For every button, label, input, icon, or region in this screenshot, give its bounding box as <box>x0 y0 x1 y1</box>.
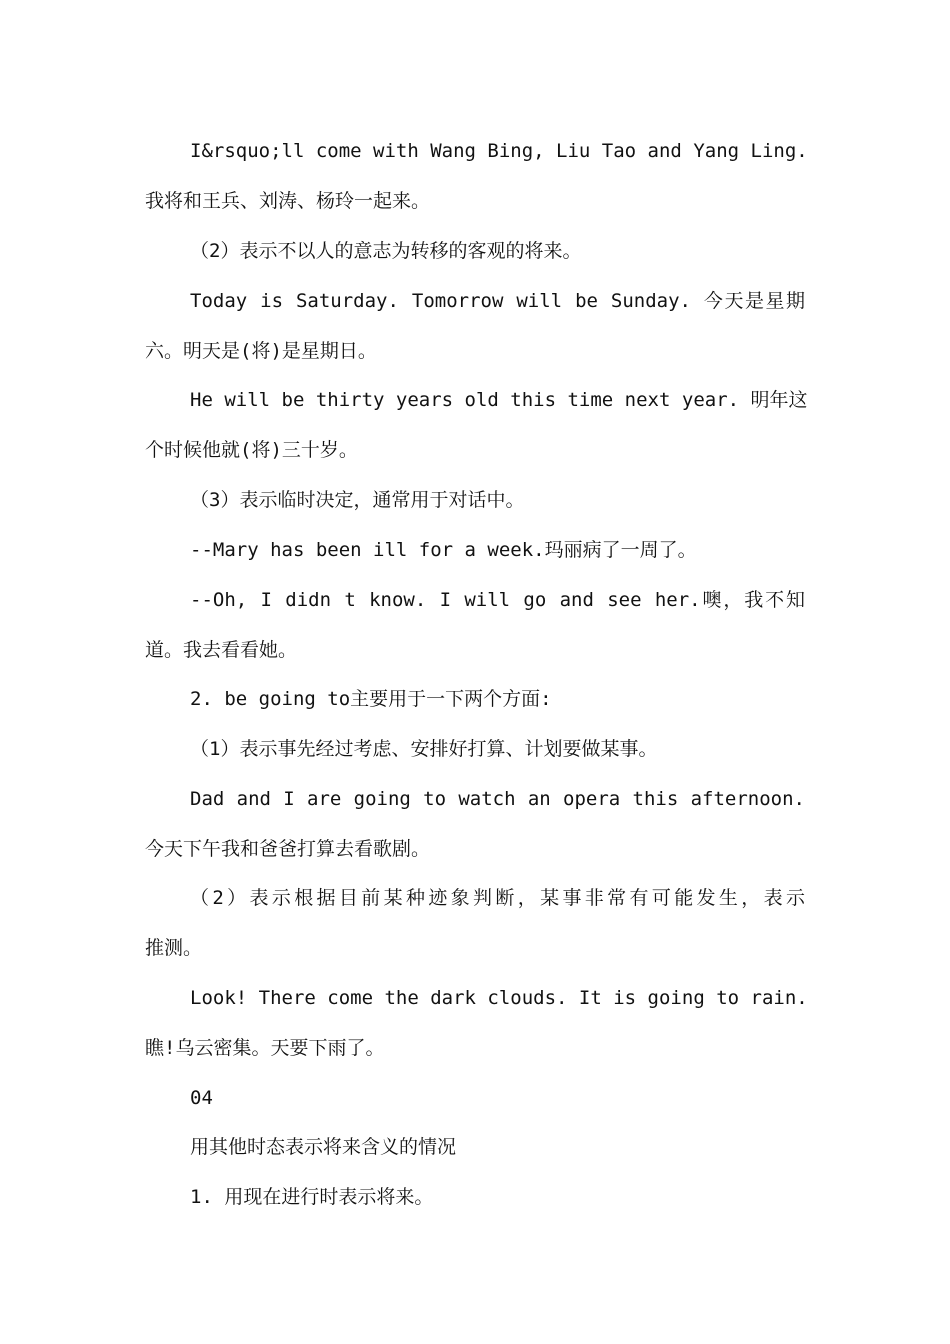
paragraph-line: 个时候他就(将)三十岁。 <box>145 439 358 461</box>
section-number: 04 <box>190 1087 213 1109</box>
paragraph-line: He will be thirty years old this time next year. 明年这 <box>190 389 808 411</box>
paragraph-line: Dad and I are going to watch an opera this afternoon. <box>190 788 805 810</box>
paragraph-line: 瞧!乌云密集。天要下雨了。 <box>145 1037 385 1059</box>
paragraph-line: 推测。 <box>145 937 203 959</box>
paragraph-line: Look! There come the dark clouds. It is going to rain. <box>190 987 808 1009</box>
paragraph-line: 六。明天是(将)是星期日。 <box>145 340 377 362</box>
section-heading: 2. be going to主要用于一下两个方面: <box>190 688 552 710</box>
section-heading: （3）表示临时决定，通常用于对话中。 <box>190 489 525 511</box>
paragraph-line: 我将和王兵、刘涛、杨玲一起来。 <box>145 190 431 212</box>
paragraph-line: 今天下午我和爸爸打算去看歌剧。 <box>145 838 431 860</box>
paragraph-line: --Oh, I didn t know. I will go and see her.噢，我不知 <box>190 589 805 611</box>
section-heading: （1）表示事先经过考虑、安排好打算、计划要做某事。 <box>190 738 658 760</box>
paragraph-line: 道。我去看看她。 <box>145 639 298 661</box>
paragraph-line: --Mary has been ill for a week.玛丽病了一周了。 <box>190 539 697 561</box>
section-heading: 1. 用现在进行时表示将来。 <box>190 1186 434 1208</box>
section-title: 用其他时态表示将来含义的情况 <box>190 1136 457 1158</box>
section-heading: （2）表示不以人的意志为转移的客观的将来。 <box>190 240 582 262</box>
section-heading: （2）表示根据目前某种迹象判断，某事非常有可能发生，表示 <box>190 887 805 909</box>
paragraph-line: Today is Saturday. Tomorrow will be Sunday. 今天是星期 <box>190 290 805 312</box>
paragraph-line: I&rsquo;ll come with Wang Bing, Liu Tao and Yang Ling. <box>190 140 808 162</box>
